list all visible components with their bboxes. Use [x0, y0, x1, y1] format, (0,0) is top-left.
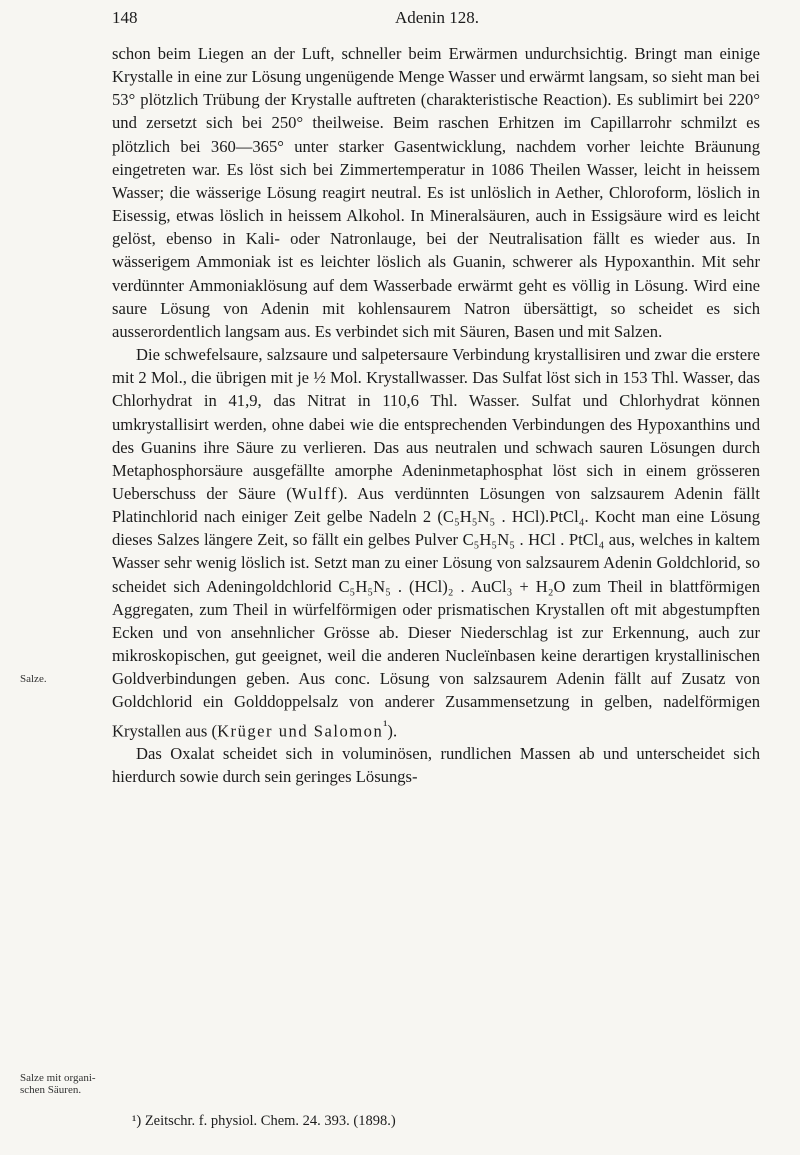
paragraph-oxalate: Das Oxalat scheidet sich in voluminösen, rundlichen Massen ab und unterscheidet sich hierdurch sowie durch sein geringes Lösungs-	[112, 744, 760, 787]
running-title: Adenin 128.	[394, 8, 480, 27]
footnote-text: Zeitschr. f. physiol. Chem. 24. 393. (1898.)	[141, 1113, 396, 1129]
author-citation: Krüger und Salomon	[217, 721, 384, 741]
author-citation: Wulff	[291, 483, 338, 503]
body-text	[112, 42, 760, 789]
paragraph-salts	[112, 343, 760, 742]
paragraph-text: ).	[387, 721, 398, 741]
paragraph-properties: schon beim Liegen an der Luft, schneller beim Erwärmen undurchsichtig. Bringt man einige Krystalle in eine zur Lösung ungenügende Menge Wasser und erwärmt langsam, so sieht man bei 53° plötzlich Trübung der Krystalle auftreten (charakteristische Reaction). Es sublimirt bei 220° und zersetzt sich bei 250° theilweise. Beim raschen Erhitzen im Capillarrohr schmilzt es plötzlich bei 360—365° unter starker Gasentwicklung, nachdem vorher leichte Bräunung eingetreten war. Es löst sich bei Zimmertemperatur in 1086 Theilen Wasser, leicht in heissem Wasser; die wässerige Lösung reagirt neutral. Es ist unlöslich in Aether, Chloroform, löslich in Eisessig, etwas löslich in heissem Alkohol. In Mineralsäuren, auch in Essigsäure wird es leicht gelöst, ebenso in Kali- oder Natronlauge, bei der Neutralisation fällt es wieder aus. In wässerigem Ammoniak ist es leichter löslich als Guanin, schwerer als Hypoxanthin. Mit sehr verdünnter Ammoniaklösung auf dem Wasserbade erwärmt geht es völlig in Lösung. Wird eine saure Lösung von Adenin mit kohlensaurem Natron übersättigt, so scheidet es sich ausserordentlich langsam aus. Es verbindet sich mit Säuren, Basen und mit Salzen.	[112, 44, 760, 341]
margin-note-salts: Salze.	[20, 673, 47, 685]
margin-note-line: schen Säuren.	[20, 1084, 82, 1096]
page-header	[112, 8, 762, 34]
footnote-marker: ¹)	[132, 1113, 142, 1129]
paragraph-text: Die schwefelsaure, salzsaure und salpetersaure Verbindung krystallisiren und zwar die erstere mit 2 Mol., die übrigen mit je ½ Mol. Krystallwasser. Das Sulfat löst sich in 153 Thl. Wasser, das Chlorhydrat in 41,9, das Nitrat in 110,6 Thl. Wasser. Sulfat und Chlorhydrat können umkrystallisirt werden, ohne dabei wie die entsprechenden Verbindungen des Hypoxanthins und des Guanins ihre Säure zu verlieren. Das aus neutralen und schwach sauren Lösungen durch Metaphosphorsäure ausgefällte amorphe Adeninmetaphosphat löst sich in einem grösseren Ueberschuss der Säure (	[112, 345, 760, 503]
margin-note-line: Salze mit organi-	[20, 1072, 96, 1084]
page-number: 148	[112, 8, 138, 27]
footnote	[132, 1112, 752, 1130]
margin-note-organic-acid-salts	[20, 1072, 102, 1096]
footnote-reference: ¹	[383, 717, 388, 733]
paragraph-text: ). Aus verdünnten Lösungen von salzsaurem Adenin fällt Platinchlorid nach einiger Zeit gelbe Nadeln 2 (C₅H₅N₅ . HCl).PtCl₄. Kocht man eine Lösung dieses Salzes längere Zeit, so fällt ein gelbes Pulver C₅H₅N₅ . HCl . PtCl₄ aus, welches in kaltem Wasser sehr wenig löslich ist. Setzt man zu einer Lösung von salzsaurem Adenin Goldchlorid, so scheidet sich Adeningoldchlorid C₅H₅N₅ . (HCl)₂ . AuCl₃ + H₂O zum Theil in blattförmigen Aggregaten, zum Theil in würfelförmigen oder prismatischen Krystallen oft mit abgestumpften Ecken und von ansehnlicher Grösse ab. Dieser Niederschlag ist zur Erkennung, auch zur mikroskopischen, gut geeignet, weil die anderen Nucleïnbasen keine derartigen krystallinischen Goldverbindungen geben. Aus conc. Lösung von salzsaurem Adenin fällt auf Zusatz von Goldchlorid ein Golddoppelsalz von anderer Zusammensetzung in gelben, nadelförmigen Krystallen aus (	[112, 483, 760, 741]
